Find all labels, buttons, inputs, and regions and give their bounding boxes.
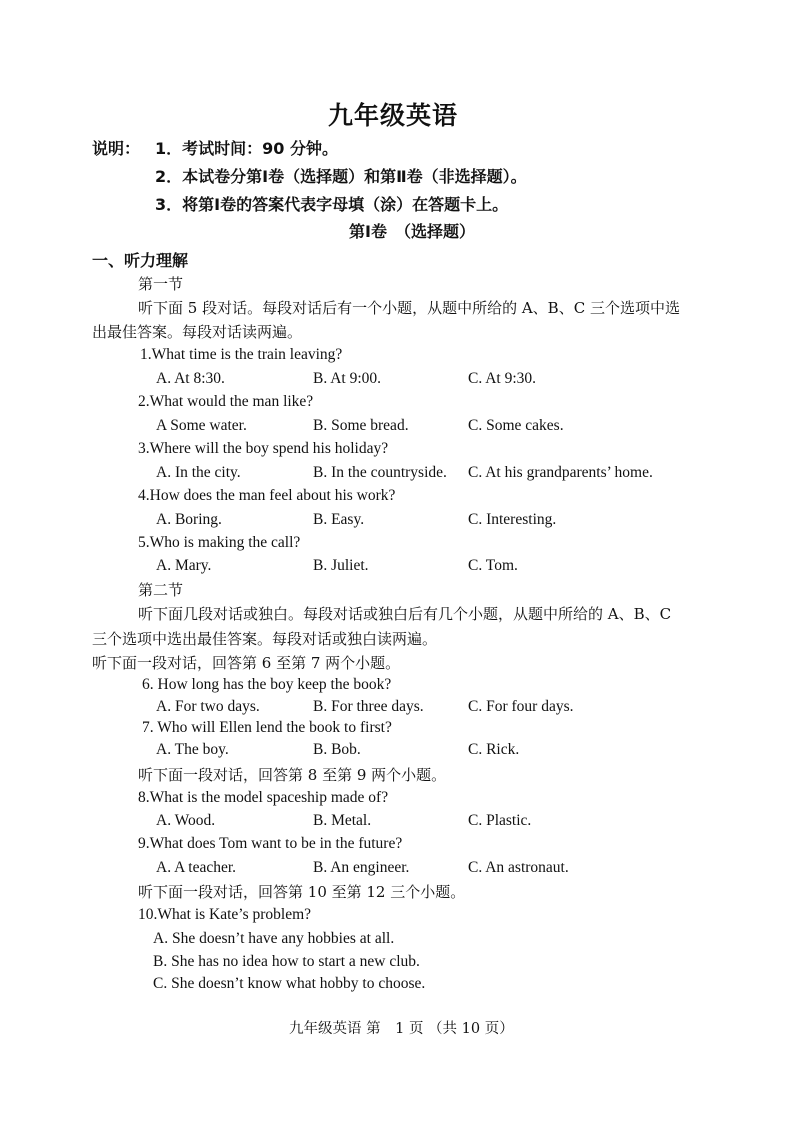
- option-b: B. For three days.: [313, 698, 424, 715]
- question-text: 9.What does Tom want to be in the future?: [138, 835, 403, 852]
- option-b: B. She has no idea how to start a new club.: [153, 953, 420, 970]
- page-footer: 九年级英语 第 1 页 （共 10 页）: [289, 1021, 514, 1037]
- question-text: 6. How long has the boy keep the book?: [142, 676, 392, 693]
- volume-title: 第Ⅰ卷 （选择题）: [349, 222, 475, 241]
- option-b: B. At 9:00.: [313, 370, 382, 387]
- question-text: 7. Who will Ellen lend the book to first?: [142, 719, 392, 736]
- option-c: C. At his grandparents’ home.: [468, 464, 653, 481]
- option-a: A. Wood.: [156, 812, 216, 829]
- option-a: A. She doesn’t have any hobbies at all.: [153, 930, 395, 947]
- option-a: A. The boy.: [156, 741, 229, 758]
- instructions-label: 说明：: [92, 139, 141, 158]
- option-a: A. Mary.: [156, 557, 212, 574]
- option-b: B. Juliet.: [313, 557, 369, 574]
- option-c: C. Interesting.: [468, 511, 557, 528]
- group-instruction: 听下面一段对话，回答第 10 至第 12 三个小题。: [138, 883, 466, 901]
- instruction-item: 1．考试时间：90 分钟。: [155, 139, 338, 158]
- option-c: C. For four days.: [468, 698, 574, 715]
- option-b: B. Bob.: [313, 741, 361, 758]
- option-c: C. Some cakes.: [468, 417, 564, 434]
- option-c: C. An astronaut.: [468, 859, 569, 876]
- part-intro: 听下面几段对话或独白。每段对话或独白后有几个小题，从题中所给的 A、B、C: [138, 605, 672, 623]
- option-b: B. Metal.: [313, 812, 372, 829]
- option-a: A. Boring.: [156, 511, 222, 528]
- option-b: B. An engineer.: [313, 859, 410, 876]
- option-c: C. Rick.: [468, 741, 520, 758]
- page-title: 九年级英语: [328, 101, 459, 130]
- option-c: C. She doesn’t know what hobby to choose.: [153, 975, 426, 992]
- part-intro: 三个选项中选出最佳答案。每段对话或独白读两遍。: [92, 630, 438, 648]
- option-c: C. At 9:30.: [468, 370, 537, 387]
- option-c: C. Tom.: [468, 557, 518, 574]
- option-a: A Some water.: [156, 417, 247, 434]
- question-text: 4.How does the man feel about his work?: [138, 487, 396, 504]
- option-a: A. In the city.: [156, 464, 241, 481]
- part-intro: 出最佳答案。每段对话读两遍。: [92, 323, 303, 341]
- option-c: C. Plastic.: [468, 812, 532, 829]
- question-text: 1.What time is the train leaving?: [140, 346, 343, 363]
- group-instruction: 听下面一段对话，回答第 6 至第 7 两个小题。: [92, 654, 401, 672]
- question-text: 10.What is Kate’s problem?: [138, 906, 312, 923]
- instruction-item: 2．本试卷分第Ⅰ卷（选择题）和第Ⅱ卷（非选择题）。: [155, 167, 527, 186]
- group-instruction: 听下面一段对话，回答第 8 至第 9 两个小题。: [138, 766, 447, 784]
- option-a: A. At 8:30.: [156, 370, 225, 387]
- question-text: 3.Where will the boy spend his holiday?: [138, 440, 389, 457]
- part-intro: 听下面 5 段对话。每段对话后有一个小题，从题中所给的 A、B、C 三个选项中选: [138, 299, 680, 317]
- section-heading: 一、听力理解: [92, 251, 189, 270]
- option-a: A. A teacher.: [156, 859, 237, 876]
- question-text: 5.Who is making the call?: [138, 534, 301, 551]
- option-b: B. Easy.: [313, 511, 365, 528]
- option-b: B. In the countryside.: [313, 464, 447, 481]
- part-heading: 第一节: [138, 275, 184, 293]
- option-b: B. Some bread.: [313, 417, 409, 434]
- part-heading: 第二节: [138, 581, 184, 599]
- instruction-item: 3．将第Ⅰ卷的答案代表字母填（涂）在答题卡上。: [155, 195, 509, 214]
- question-text: 2.What would the man like?: [138, 393, 314, 410]
- option-a: A. For two days.: [156, 698, 260, 715]
- question-text: 8.What is the model spaceship made of?: [138, 789, 389, 806]
